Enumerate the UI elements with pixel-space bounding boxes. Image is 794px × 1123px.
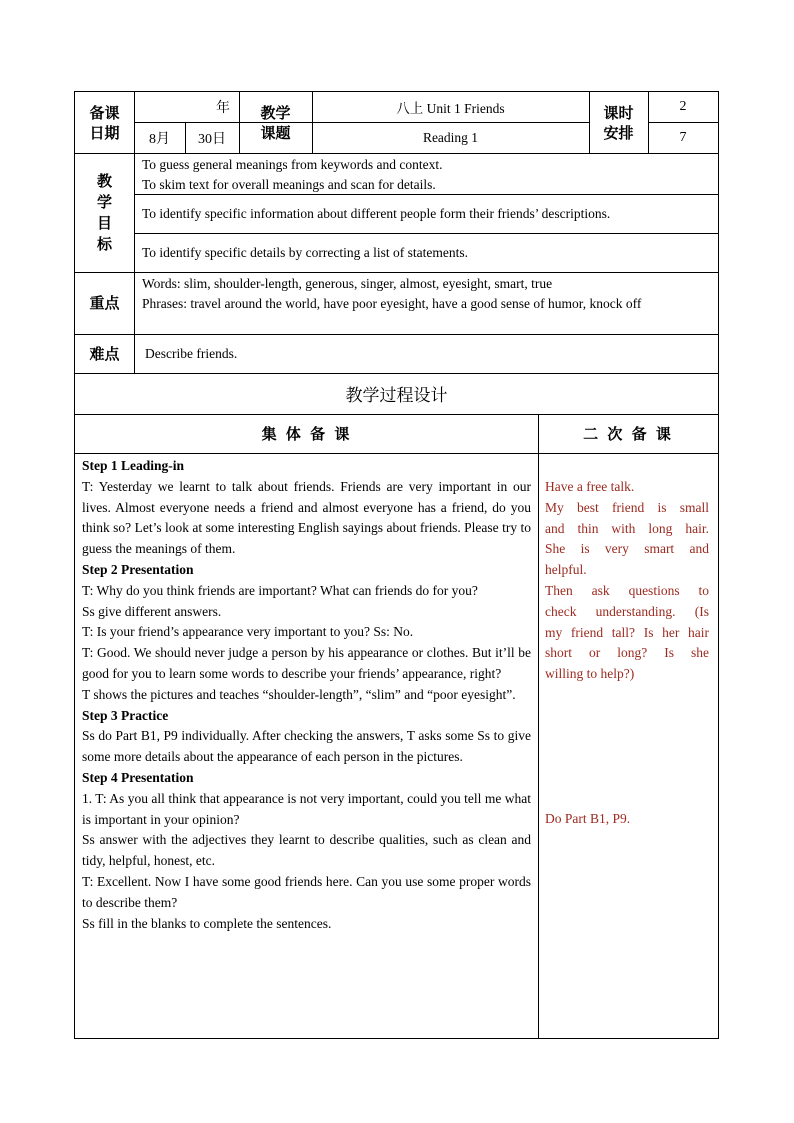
process-title: 教学过程设计: [345, 386, 448, 406]
year-label: 年: [216, 101, 230, 116]
note-line: My best friend is small: [545, 499, 709, 515]
note-line: Have a free talk.: [545, 479, 635, 494]
objectives-label-char: 标: [96, 234, 112, 253]
step-paragraph: T: Yesterday we learnt to talk about friends. Friends are very important in our lives. Almost everyone needs a friend and almost everyone has a friend, do you think so? Let’s look at some interesting English sayings about friends. Please try to guess the meanings of them.: [82, 478, 531, 557]
step-paragraph: Ss give different answers.: [82, 603, 222, 619]
rule-header-bottom: [75, 153, 718, 154]
secondary-prep-header: 二 次 备 课: [583, 424, 673, 443]
objectives-label-char: 目: [96, 213, 112, 232]
objective-2: To identify specific information about different people form their friends’ descriptions.: [142, 206, 611, 221]
key-points-label: 重点: [89, 294, 120, 312]
step-paragraph: T: Excellent. Now I have some good friends here. Can you use some proper words to describe them?: [82, 873, 531, 910]
step-heading: Step 3 Practice: [82, 707, 169, 723]
note-line: Then ask questions to: [545, 582, 709, 598]
lesson-plan-table: [74, 91, 719, 1039]
collective-prep-header: 集 体 备 课: [261, 424, 352, 443]
step-paragraph: Ss fill in the blanks to complete the sentences.: [82, 915, 332, 931]
secondary-note-1: [545, 477, 709, 685]
step-paragraph: 1. T: As you all think that appearance is not very important, could you tell me what is important in your opinion?: [82, 790, 531, 827]
note-line: and thin with long hair.: [545, 520, 709, 536]
objective-1-line-1: To guess general meanings from keywords and context.: [142, 157, 443, 172]
period-value-1: 2: [679, 99, 687, 114]
topic-line-2: Reading 1: [422, 129, 479, 145]
note-line: check understanding. (Is: [545, 603, 709, 619]
period-value-2: 7: [679, 129, 687, 145]
day-value: 30日: [198, 131, 226, 147]
secondary-note-2: Do Part B1, P9.: [545, 811, 631, 826]
step-heading: Step 2 Presentation: [82, 561, 194, 577]
objectives-label-char: 学: [96, 192, 112, 211]
step-paragraph: T: Why do you think friends are important? What can friends do for you?: [82, 582, 478, 598]
note-line: my friend tall? Is her hair: [545, 624, 709, 640]
rule-objective-2: [134, 233, 718, 234]
step-paragraph: T shows the pictures and teaches “shoulder-length”, “slim” and “poor eyesight”.: [82, 686, 516, 702]
step-paragraph: Ss answer with the adjectives they learnt to describe qualities, such as clean and tidy, helpful, honest, etc.: [82, 832, 531, 869]
objectives-label-char: 教: [96, 171, 112, 190]
rule-objectives-bottom: [75, 272, 718, 273]
objectives-label: [75, 153, 134, 272]
note-line: She is very smart and: [545, 541, 709, 557]
topic-label: 教学 课题: [260, 103, 291, 142]
step-paragraph: T: Is your friend’s appearance very important to you? Ss: No.: [82, 624, 414, 640]
step-paragraph: Ss do Part B1, P9 individually. After checking the answers, T asks some Ss to give some more details about the appearance of each person in the pictures.: [82, 728, 531, 765]
key-points-phrases: Phrases: travel around the world, have poor eyesight, have a good sense of humor, knock off: [142, 296, 642, 311]
date-label: 备课 日期: [89, 103, 120, 142]
topic-line-1: 八上 Unit 1 Friends: [396, 101, 505, 116]
objective-3: To identify specific details by correcting a list of statements.: [142, 245, 468, 260]
note-line: willing to help?): [545, 666, 635, 682]
process-steps: [82, 456, 531, 934]
rule-colheader-bottom: [75, 453, 718, 454]
step-paragraph: T: Good. We should never judge a person by his appearance or clothes. But it’ll be good for you to learn some words to describe your friends’ appearance, right?: [82, 645, 531, 681]
note-line: helpful.: [545, 562, 587, 578]
note-line: short or long? Is she: [545, 645, 709, 661]
objective-1-line-2: To skim text for overall meanings and scan for details.: [142, 177, 436, 192]
step-heading: Step 4 Presentation: [82, 769, 194, 785]
step-heading: Step 1 Leading-in: [82, 458, 185, 473]
difficulties-label: 难点: [89, 344, 120, 363]
key-points-words: Words: slim, shoulder-length, generous, singer, almost, eyesight, smart, true: [142, 276, 553, 291]
month-value: 8月: [149, 131, 170, 147]
period-label: 课时 安排: [603, 103, 634, 142]
rule-process-col: [538, 414, 539, 1038]
difficulties-text: Describe friends.: [145, 346, 238, 361]
rule-keypoints-bottom: [75, 334, 718, 335]
